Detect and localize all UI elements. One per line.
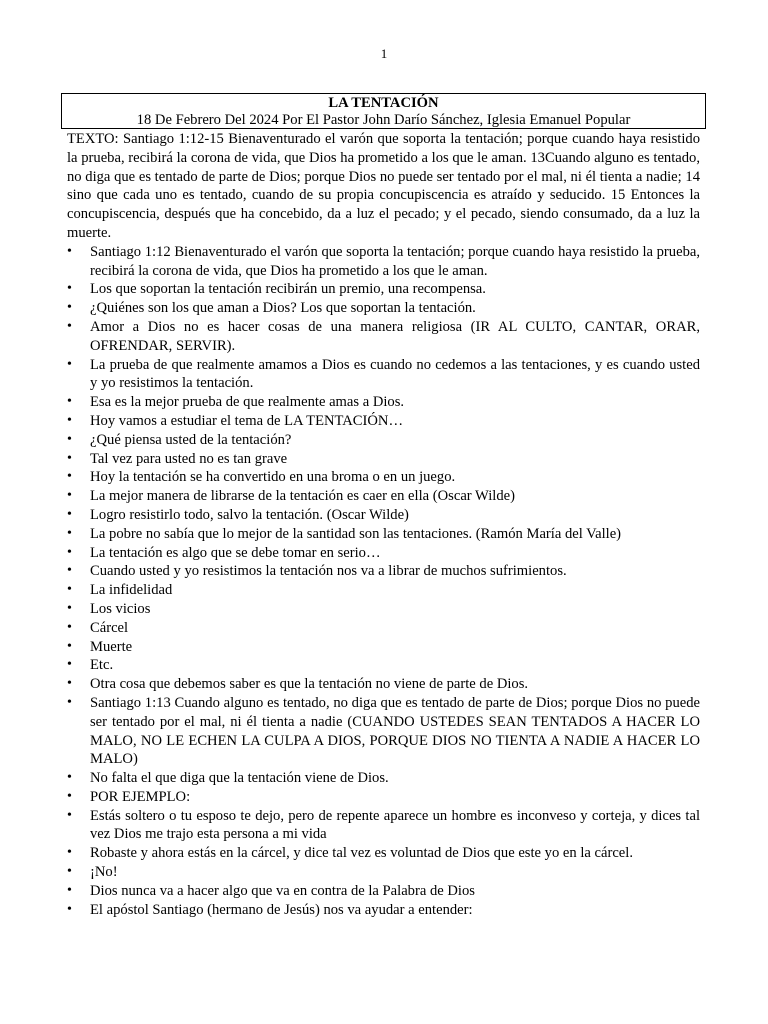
document-subtitle: 18 De Febrero Del 2024 Por El Pastor John Darío Sánchez, Iglesia Emanuel Popular — [136, 112, 631, 128]
list-item: • La tentación es algo que se debe tomar en serio… — [67, 544, 700, 563]
scripture-text: TEXTO: Santiago 1:12-15 Bienaventurado el varón que soporta la tentación; porque cuando haya resistido la prueba, recibirá la corona de vida, que Dios ha prometido a los que le aman. 13Cuando alguno es tentado, no diga que es tentado de parte de Dios; porque Dios no puede ser tentado por el mal, ni él tienta a nadie; 14 sino que cada uno es tentado, cuando de su propia concupiscencia es atraído y seducido. 15 Entonces la concupiscencia, después que ha concebido, da a luz el pecado; y el pecado, siendo consumado, da a luz la muerte. — [67, 131, 700, 241]
list-item: • Los que soportan la tentación recibirán un premio, una recompensa. — [67, 280, 700, 299]
list-item: • Tal vez para usted no es tan grave — [67, 450, 700, 469]
bullet-list — [67, 243, 700, 920]
document-title: LA TENTACIÓN — [328, 95, 439, 111]
list-item: • Hoy vamos a estudiar el tema de LA TENTACIÓN… — [67, 412, 700, 431]
list-item: • La pobre no sabía que lo mejor de la santidad son las tentaciones. (Ramón María del Valle) — [67, 525, 700, 544]
list-item: • ¿Qué piensa usted de la tentación? — [67, 431, 700, 450]
list-item: • Santiago 1:12 Bienaventurado el varón que soporta la tentación; porque cuando haya resistido la prueba, recibirá la corona de vida, que Dios ha prometido a los que le aman. — [67, 243, 700, 281]
page-number: 1 — [380, 46, 388, 61]
list-item: • Otra cosa que debemos saber es que la tentación no viene de parte de Dios. — [67, 675, 700, 694]
list-item: • Dios nunca va a hacer algo que va en contra de la Palabra de Dios — [67, 882, 700, 901]
list-item: • Muerte — [67, 638, 700, 657]
list-item: • Cárcel — [67, 619, 700, 638]
list-item: • ¿Quiénes son los que aman a Dios? Los que soportan la tentación. — [67, 299, 700, 318]
list-item: • Santiago 1:13 Cuando alguno es tentado, no diga que es tentado de parte de Dios; porque Dios no puede ser tentado por el mal, ni él tienta a nadie (CUANDO USTEDES SEAN TENTADOS A HACER LO MALO, NO LE ECHEN LA CULPA A DIOS, PORQUE DIOS NO TIENTA A NADIE A HACER LO MALO) — [67, 694, 700, 769]
list-item: • POR EJEMPLO: — [67, 788, 700, 807]
list-item: • Robaste y ahora estás en la cárcel, y dice tal vez es voluntad de Dios que este yo en la cárcel. — [67, 844, 700, 863]
list-item: • No falta el que diga que la tentación viene de Dios. — [67, 769, 700, 788]
list-item: • Amor a Dios no es hacer cosas de una manera religiosa (IR AL CULTO, CANTAR, ORAR, OFRENDAR, SERVIR). — [67, 318, 700, 356]
list-item: • La prueba de que realmente amamos a Dios es cuando no cedemos a las tentaciones, y es cuando usted y yo resistimos la tentación. — [67, 356, 700, 394]
list-item: • Esa es la mejor prueba de que realmente amas a Dios. — [67, 393, 700, 412]
list-item: • Estás soltero o tu esposo te dejo, pero de repente aparece un hombre es inconveso y corteja, y dices tal vez Dios me trajo esta persona a mi vida — [67, 807, 700, 845]
list-item: • El apóstol Santiago (hermano de Jesús) nos va ayudar a entender: — [67, 901, 700, 920]
list-item: • ¡No! — [67, 863, 700, 882]
list-item: • Cuando usted y yo resistimos la tentación nos va a librar de muchos sufrimientos. — [67, 562, 700, 581]
document-body — [67, 130, 700, 919]
list-item: • Los vicios — [67, 600, 700, 619]
list-item: • Logro resistirlo todo, salvo la tentación. (Oscar Wilde) — [67, 506, 700, 525]
list-item: • Etc. — [67, 656, 700, 675]
title-box — [61, 93, 706, 129]
list-item: • La mejor manera de librarse de la tentación es caer en ella (Oscar Wilde) — [67, 487, 700, 506]
list-item: • La infidelidad — [67, 581, 700, 600]
list-item: • Hoy la tentación se ha convertido en una broma o en un juego. — [67, 468, 700, 487]
